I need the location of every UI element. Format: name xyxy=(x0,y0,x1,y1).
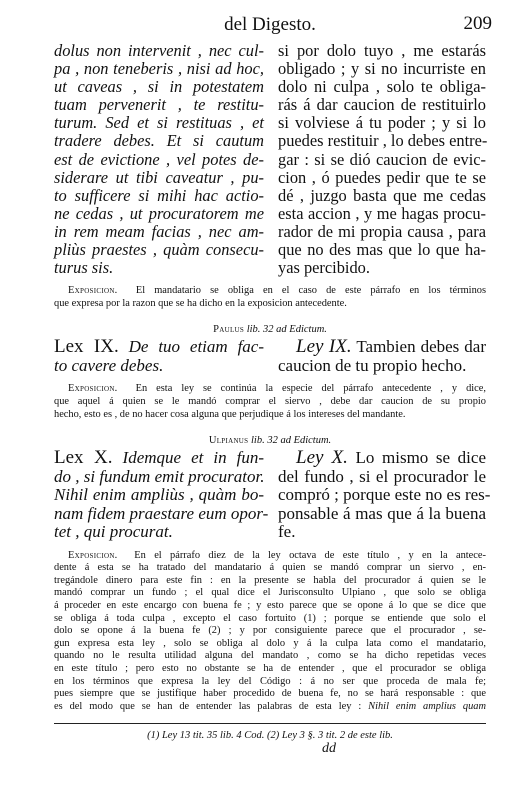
ley-line: ponsable á mas que á la buena xyxy=(278,503,486,523)
expo-text: En esta ley se continúa la especie del párrafo antecedente , y dice, xyxy=(135,383,486,395)
expo-line: que aquel á quien se le mandó comprar el siervo , debe dar caucion de su propio xyxy=(54,396,486,407)
lex-text: De tuo etiam fac- xyxy=(128,337,264,357)
expo-label: Exposicion. xyxy=(68,383,118,395)
latin-line: siderare ut tibi caveatur , pu- xyxy=(54,167,264,187)
lex-9 xyxy=(54,338,486,375)
expo-latin-quote: Nihil enim amplius quam xyxy=(368,700,486,712)
exposicion-3 xyxy=(54,550,486,714)
spanish-line: si por dolo tuyo , me estarás xyxy=(278,41,486,60)
ley-line xyxy=(278,338,486,357)
ley-heading: Ley X. xyxy=(296,447,348,469)
expo-line xyxy=(54,285,486,298)
latin-line: to sufficere si mihi hac actio- xyxy=(54,185,264,205)
latin-line: pa , non teneberis , nisi ad hoc, xyxy=(54,59,264,79)
expo-text: es del modo que se han de entender las palabras de esta ley : xyxy=(54,700,362,712)
lex-9-latin xyxy=(54,338,264,375)
expo-line: dente á esta se ha tratado del mandatario á quien se mandó comprar un siervo , en- xyxy=(54,562,486,574)
spanish-line: cion , ó puedes pedir que te se xyxy=(278,167,486,187)
book-page xyxy=(54,13,492,757)
expo-line xyxy=(54,383,486,396)
spanish-line: obligado ; y si no incurriste en xyxy=(278,59,486,79)
expo-line: hecho, esto es , de no hacer cosa alguna que perjudique á los intereses del mandante. xyxy=(54,408,406,420)
lex-10-latin xyxy=(54,447,269,542)
author-name: Ulpianus xyxy=(208,435,249,447)
running-head-title: del Digesto. xyxy=(224,14,316,35)
lex-line: do , si fundum emit procurator. xyxy=(54,466,265,486)
ley-line: fe. xyxy=(278,522,296,542)
latin-line: tradere debes. Et si cautum xyxy=(54,131,264,151)
ley-line xyxy=(278,449,486,468)
latin-line: turus sis. xyxy=(54,258,114,278)
lex-10-spanish xyxy=(278,447,491,542)
section-1-columns xyxy=(54,42,486,277)
lex-line: nam fidem praestare eum opor- xyxy=(54,503,269,523)
expo-line: se obliga á toda culpa , excepto el caso fortuito (1) ; porque se entiende que solo el xyxy=(54,612,486,624)
footnote-rule xyxy=(54,723,486,724)
expo-line xyxy=(54,550,486,563)
ley-line: del fundo , si el procurador le xyxy=(278,466,486,486)
expo-line: en este título ; pero esto no obstante se ha de entender , que el procurador se obliga xyxy=(54,663,486,675)
latin-line: in rem meam facias , nec am- xyxy=(54,221,264,241)
latin-column xyxy=(54,42,264,277)
expo-line: tregándole dinero para este fin : en la presente se habla del procurador á quien se le xyxy=(54,574,486,586)
spanish-line: yas percibido. xyxy=(278,258,370,278)
expo-label: Exposicion. xyxy=(68,549,118,561)
exposicion-2 xyxy=(54,383,486,421)
expo-line: dolo se opone á la buena fe (2) ; y por consiguiente parece que el procurador , se- xyxy=(54,625,486,637)
spanish-line: dé , juzgo basta que me cedas xyxy=(278,185,486,205)
exposicion-1 xyxy=(54,285,486,310)
spanish-line: dolo ni culpa , solo te obliga- xyxy=(278,77,486,97)
expo-line: á proceder en este encargo con buena fe ; y esto parece que se opone á lo que se dice que xyxy=(54,600,486,612)
spanish-line: gar : si se dió caucion de evic- xyxy=(278,149,486,169)
latin-line: tuam pervenerit , te restitu- xyxy=(54,95,264,115)
expo-text: El mandatario se obliga en el caso de este párrafo en los términos xyxy=(135,285,486,297)
lex-9-spanish xyxy=(278,338,486,375)
lex-heading: Lex IX. xyxy=(54,336,119,358)
lex-line: Nihil enim ampliùs , quàm bo- xyxy=(54,485,264,505)
lex-line xyxy=(54,338,264,357)
signature-mark: dd xyxy=(322,741,336,757)
ley-heading: Ley IX. xyxy=(296,336,352,358)
latin-line: turum. Sed et si restituas , et xyxy=(54,113,264,133)
expo-line: en los términos que expresa la ley del Código : á no ser que proceda de mala fe; xyxy=(54,675,486,687)
spanish-line: si volviese á tu poder ; y si lo xyxy=(278,113,486,133)
running-head xyxy=(54,13,492,42)
spanish-line: puedes restituir , lo debes entre- xyxy=(278,131,488,151)
latin-line: dolus non intervenit , nec cul- xyxy=(54,41,264,60)
footnotes: (1) Ley 13 tit. 35 lib. 4 Cod. (2) Ley 3 §. 3 tit. 2 de este lib. xyxy=(147,730,393,742)
lex-line: tet , qui procurat. xyxy=(54,522,173,542)
author-name: Paulus xyxy=(213,324,245,336)
spanish-line: que no des mas que lo que ha- xyxy=(278,240,486,260)
lex-line: to cavere debes. xyxy=(54,355,164,375)
expo-label: Exposicion. xyxy=(68,285,118,297)
latin-line: est de evictione , vel potes de- xyxy=(54,149,264,169)
spanish-line: esta accion , y me hagas procu- xyxy=(278,203,486,223)
lex-line xyxy=(54,449,264,468)
expo-line: que expresa por la razon que se ha dicho en la exposicion antecedente. xyxy=(54,297,347,309)
lex-text: Idemque et in fun- xyxy=(122,448,264,468)
author-reference: lib. 32 ad Edictum. xyxy=(250,435,332,447)
latin-line: ne cedas , ut procuratorem me xyxy=(54,203,264,223)
ley-line: compró ; porque este no es res- xyxy=(278,485,491,505)
author-heading-ulpianus xyxy=(54,435,486,446)
expo-text: En el párrafo diez de la ley octava de este título , y en la antece- xyxy=(134,549,486,561)
page-number: 209 xyxy=(463,13,492,34)
lex-10 xyxy=(54,447,491,542)
spanish-column xyxy=(278,42,486,277)
expo-line: mandó comprar un fundo ; el qual dice el Jurisconsulto Ulpiano , que solo se obliga xyxy=(54,587,486,599)
ley-text: Tambien debes dar xyxy=(356,337,486,357)
latin-line: pliùs praestes , quàm consecu- xyxy=(54,240,264,260)
spanish-line: rador de mi propia causa , para xyxy=(278,221,486,241)
author-heading-paulus xyxy=(54,324,486,335)
ley-text: Lo mismo se dice xyxy=(355,448,486,468)
lex-heading: Lex X. xyxy=(54,447,113,469)
expo-line: pues siempre que se justifique haber procedido de buena fe, no se hará responsable : que xyxy=(54,688,486,700)
expo-line: gun expresa esta ley , solo se obliga al dolo y á la culpa lata como el mandatario, xyxy=(54,637,486,649)
expo-line xyxy=(54,701,486,714)
spanish-line: rás á dar caucion de restituirlo xyxy=(278,95,486,115)
author-reference: lib. 32 ad Edictum. xyxy=(246,324,327,336)
ley-line: caucion de tu propio hecho. xyxy=(278,355,467,375)
expo-line: quando no le resulta utilidad alguna del mandato , como se ha dicho repetidas veces xyxy=(54,650,486,662)
latin-line: ut caveas , si in potestatem xyxy=(54,77,264,97)
